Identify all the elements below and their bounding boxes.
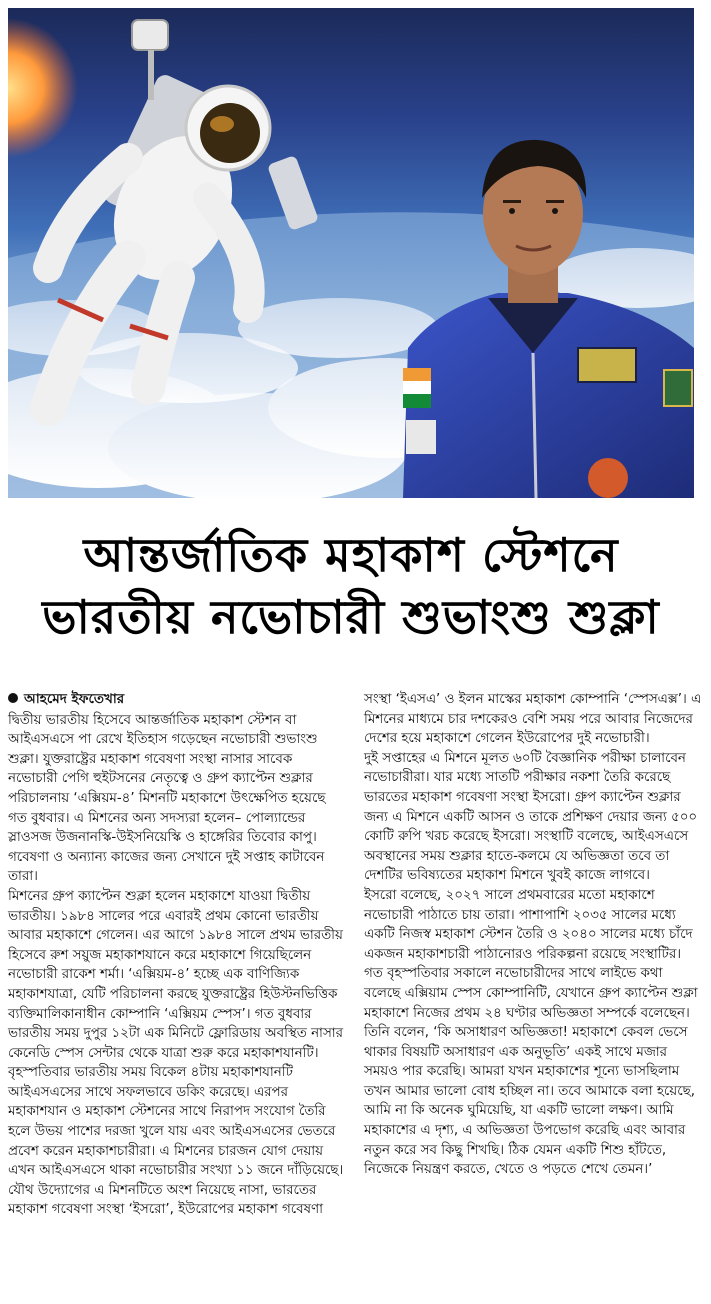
bullet-icon: [8, 693, 18, 703]
author-name: আহমেদ ইফতেখার: [24, 691, 125, 707]
paragraph: সংস্থা ‘ইএসএ’ ও ইলন মাস্কের মহাকাশ কোম্পানি ‘স্পেসএক্স’। এ মিশনের মাধ্যমে চার দশকেরও বেশি সময় পরে আবার নিজেদের দেশের হয়ে মহাকাশে গেলেন ইউরোপের দুই নভোচারী।: [364, 692, 702, 747]
paragraph: ইসরো বলেছে, ২০২৭ সালে প্রথমবারের মতো মহাকাশে নভোচারী পাঠাতে চায় তারা। পাশাপাশি ২০৩৫ সালের মধ্যে একটি নিজস্ব মহাকাশ স্টেশন তৈরি ও ২০৪০ সালের মধ্যে চাঁদে একজন মহাকাশচারী পাঠানোরও পরিকল্পনা রয়েছে সংস্থাটির।: [364, 887, 693, 962]
paragraph: দ্বিতীয় ভারতীয় হিসেবে আন্তর্জাতিক মহাকাশ স্টেশন বা আইএসএসে পা রেখে ইতিহাস গড়েছেন নভোচারী শুভাংশু শুক্লা। যুক্তরাষ্ট্রের মহাকাশ গবেষণা সংস্থা নাসার সাবেক নভোচারী পেগি হুইটসনের নেতৃত্বে ও গ্রুপ ক্যাপ্টেন শুক্লার পরিচালনায় ‘এক্সিয়ম-৪’ মিশনটি মহাকাশে উৎক্ষেপিত হয়েছে গত বুধবার। এ মিশনের অন্য সদস্যরা হলেন– পোল্যান্ডের স্লাওসজ উজনানস্কি-উইসনিয়েস্কি ও হাঙ্গেরির তিবোর কাপু। গবেষণা ও অন্যান্য কাজের জন্য সেখানে দুই সপ্তাহ কাটাবেন তারা।: [8, 712, 326, 885]
space-illustration: [8, 8, 694, 498]
paragraph: দুই সপ্তাহের এ মিশনে মূলত ৬০টি বৈজ্ঞানিক পরীক্ষা চালাবেন নভোচারীরা। যার মধ্যে সাতটি পরীক্ষার নকশা তৈরি করেছে ভারতের মহাকাশ গবেষণা সংস্থা ইসরো। গ্রুপ ক্যাপ্টেন শুক্লার জন্য এ মিশনে একটি আসন ও তাকে প্রশিক্ষণ দেয়ার জন্য ৫০০ কোটি রুপি খরচ করেছে ইসরো। সংস্থাটি বলেছে, আইএসএসে অবস্থানের সময় শুক্লার হাতে-কলমে যে অভিজ্ঞতা তবে তা দেশটির ভবিষ্যতের মহাকাশ মিশনে খুবই কাজে লাগবে।: [364, 750, 698, 884]
paragraph: মিশনের গ্রুপ ক্যাপ্টেন শুক্লা হলেন মহাকাশে যাওয়া দ্বিতীয় ভারতীয়। ১৯৮৪ সালের পরে এবারই প্রথম কোনো ভারতীয় আবার মহাকাশে গেলেন। এর আগে ১৯৮৪ সালে প্রথম ভারতীয় হিসেবে রুশ সয়ুজ মহাকাশযানে করে মহাকাশে গিয়েছিলেন নভোচারী রাকেশ শর্মা। ‘এক্সিয়ম-৪’ হচ্ছে এক বাণিজ্যিক মহাকাশযাত্রা, যেটি পরিচালনা করছে যুক্তরাষ্ট্রের হিউস্টনভিত্তিক ব্যক্তিমালিকানাধীন কোম্পানি ‘এক্সিয়ম স্পেস’। গত বুধবার ভারতীয় সময় দুপুর ১২টা এক মিনিটে ফ্লোরিডায় অবস্থিত নাসার কেনেডি স্পেস সেন্টার থেকে যাত্রা শুরু করে মহাকাশযানটি।: [8, 888, 344, 1061]
hero-photo: [8, 8, 694, 498]
article-headline: [8, 524, 694, 648]
byline: [8, 690, 346, 710]
headline-line-1: আন্তর্জাতিক মহাকাশ স্টেশনে: [83, 528, 619, 582]
article-column-right: [364, 690, 702, 1180]
article-column-left: [8, 690, 346, 1220]
paragraph: বৃহস্পতিবার ভারতীয় সময় বিকেল ৪টায় মহাকাশযানটি আইএসএসের সাথে সফলভাবে ডকিং করেছে। এরপর মহাকাশযান ও মহাকাশ স্টেশনের সাথে নিরাপদ সংযোগ তৈরি হলে উভয় পাশের দরজা খুলে যায় এবং আইএসএসের ভেতরে প্রবেশ করেন মহাকাশচারীরা। এ মিশনের চারজন যোগ দেয়ায় এখন আইএসএসে থাকা নভোচারীর সংখ্যা ১১ জনে দাঁড়িয়েছে। যৌথ উদ্যোগের এ মিশনটিতে অংশ নিয়েছে নাসা, ভারতের মহাকাশ গবেষণা সংস্থা ‘ইসরো’, ইউরোপের মহাকাশ গবেষণা: [8, 1065, 344, 1218]
sun-glow: [8, 18, 78, 158]
paragraph: গত বৃহস্পতিবার সকালে নভোচারীদের সাথে লাইভে কথা বলেছে এক্সিয়াম স্পেস কোম্পানিটি, যেখানে গ্রুপ ক্যাপ্টেন শুক্লা মহাকাশে নিজের প্রথম ২৪ ঘণ্টার অভিজ্ঞতা সম্পর্কে বলেছেন। তিনি বলেন, ‘কি অসাধারণ অভিজ্ঞতা! মহাকাশে কেবল ভেসে থাকার বিষয়টি অসাধারণ এক অনুভূতি’ একই সাথে মজার সময়ও পার করেছি। আমরা যখন মহাকাশের শূন্যে ভাসছিলাম তখন আমার ভালো বোধ হচ্ছিল না। তবে আমাকে বলা হয়েছে, আমি না কি অনেক ঘুমিয়েছি, যা একটি ভালো লক্ষণ। আমি মহাকাশের এ দৃশ্য, এ অভিজ্ঞতা উপভোগ করেছি এবং আবার নতুন করে সব কিছু শিখছি। ঠিক যেমন একটি শিশু হাঁটতে, নিজেকে নিয়ন্ত্রণ করতে, খেতে ও পড়তে শেখে তেমন।’: [364, 966, 698, 1178]
headline-line-2: ভারতীয় নভোচারী শুভাংশু শুক্লা: [42, 590, 660, 644]
